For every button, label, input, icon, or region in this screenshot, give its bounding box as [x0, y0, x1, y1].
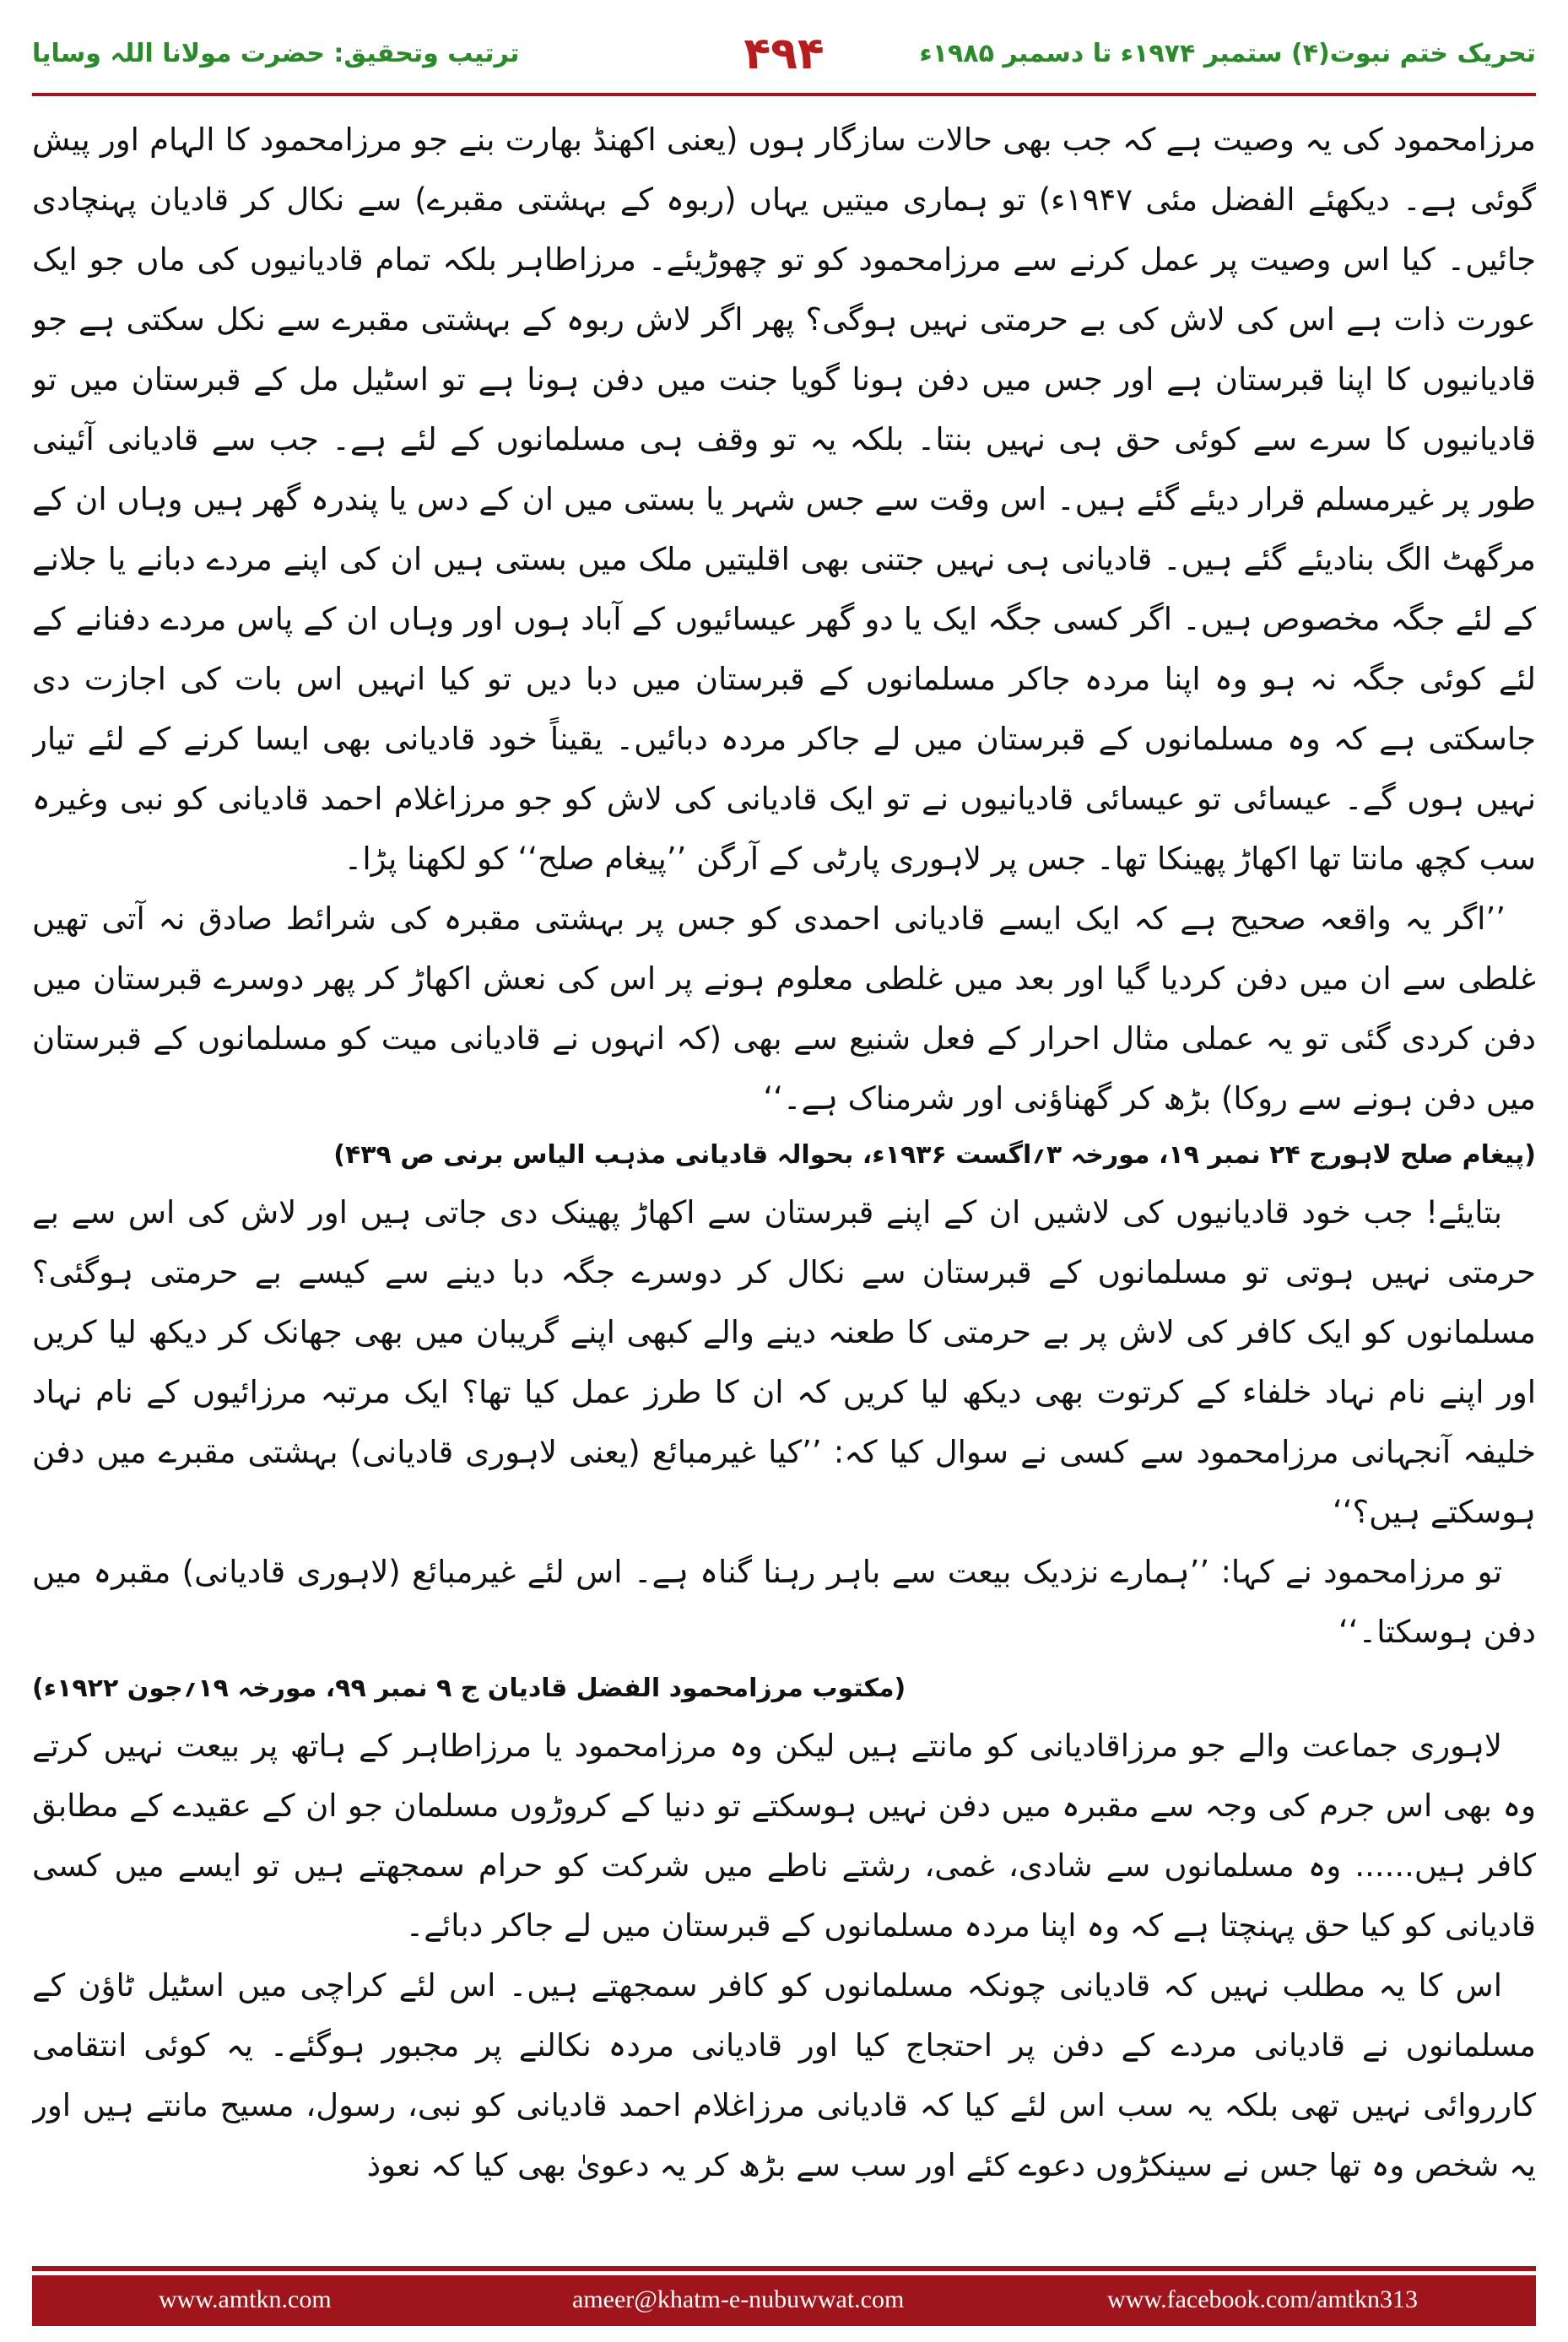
- header-book-title: تحریک ختم نبوت(۴) ستمبر ۱۹۷۴ء تا دسمبر ۱۹۸۵ء: [919, 39, 1536, 68]
- citation-2: (مکتوب مرزامحمود الفضل قادیان ج ۹ نمبر ۹۹، مورخہ ۱۹؍جون ۱۹۲۲ء): [32, 1674, 906, 1703]
- citation-1: (پیغام صلح لاہورج ۲۴ نمبر ۱۹، مورخہ ۳؍اگست ۱۹۳۶ء، بحوالہ قادیانی مذہب الیاس برنی ص ۴۳۹): [333, 1140, 1536, 1170]
- footer-divider: [32, 2266, 1536, 2271]
- page-number: ۴۹۴: [743, 29, 825, 79]
- paragraph-4: لاہوری جماعت والے جو مرزاقادیانی کو مانتے ہیں لیکن وہ مرزامحمود یا مرزاطاہر کے ہاتھ پر بیعت نہیں کرتے وہ بھی اس جرم کی وجہ سے مقبرہ میں دفن نہیں ہوسکتے تو دنیا کے کروڑوں مسلمان جو ان کے عقیدے کے مطابق کافر ہیں...... وہ مسلمانوں سے شادی، غمی، رشتے ناطے میں شرکت کو حرام سمجھتے ہیں تو ایسے میں کسی قادیانی کو کیا حق پہنچتا ہے کہ وہ اپنا مردہ مسلمانوں کے قبرستان میں لے جاکر دبائے۔: [32, 1728, 1536, 1944]
- page-header: [32, 29, 1536, 79]
- footer-email-link[interactable]: ameer@khatm-e-nubuwwat.com: [572, 2285, 905, 2313]
- blockquote: ’’اگر یہ واقعہ صحیح ہے کہ ایک ایسے قادیانی احمدی کو جس پر بہشتی مقبرہ کی شرائط صادق نہ آتی تھیں غلطی سے ان میں دفن کردیا گیا اور بعد میں غلطی معلوم ہونے پر اس کی نعش اکھاڑ کر پھر دوسرے قبرستان میں دفن کردی گئی تو یہ عملی مثال احرار کے فعل شنیع سے بھی (کہ انہوں نے قادیانی میت کو مسلمانوں کے قبرستان میں دفن ہونے سے روکا) بڑھ کر گھناؤنی اور شرمناک ہے۔‘‘: [32, 901, 1536, 1117]
- header-divider: [32, 93, 1536, 96]
- header-author: ترتیب وتحقیق: حضرت مولانا اللہ وسایا: [32, 39, 520, 68]
- paragraph-3: تو مرزامحمود نے کہا: ’’ہمارے نزدیک بیعت سے باہر رہنا گناہ ہے۔ اس لئے غیرمبائع (لاہوری قادیانی) مقبرہ میں دفن ہوسکتا۔‘‘: [32, 1554, 1536, 1650]
- paragraph-5: اس کا یہ مطلب نہیں کہ قادیانی چونکہ مسلمانوں کو کافر سمجھتے ہیں۔ اس لئے کراچی میں اسٹیل ٹاؤن کے مسلمانوں نے قادیانی مردے کے دفن پر احتجاج کیا اور قادیانی مردہ نکالنے پر مجبور ہوگئے۔ یہ کوئی انتقامی کارروائی نہیں تھی بلکہ یہ سب اس لئے کیا کہ قادیانی مرزاغلام احمد قادیانی کو نبی، رسول، مسیح مانتے ہیں اور یہ شخص وہ تھا جس نے سینکڑوں دعوے کئے اور سب سے بڑھ کر یہ دعویٰ بھی کیا کہ نعوذ: [32, 1967, 1536, 2183]
- paragraph-2: بتایئے! جب خود قادیانیوں کی لاشیں ان کے اپنے قبرستان سے اکھاڑ پھینک دی جاتی ہیں اور لاش کی اس سے بے حرمتی نہیں ہوتی تو مسلمانوں کے قبرستان سے نکال کر دوسرے جگہ دبا دینے سے کیسے بے حرمتی ہوگئی؟ مسلمانوں کو ایک کافر کی لاش پر بے حرمتی کا طعنہ دینے والے کبھی اپنے گریبان میں بھی جھانک کر دیکھ لیا کریں اور اپنے نام نہاد خلفاء کے کرتوت بھی دیکھ لیا کریں کہ ان کا طرز عمل کیا تھا؟ ایک مرتبہ مرزائیوں کے نام نہاد خلیفہ آنجہانی مرزامحمود سے کسی نے سوال کیا کہ: ’’کیا غیرمبائع (یعنی لاہوری قادیانی) بہشتی مقبرے میں دفن ہوسکتے ہیں؟‘‘: [32, 1194, 1536, 1530]
- page-footer: [32, 2275, 1536, 2326]
- paragraph-1: مرزامحمود کی یہ وصیت ہے کہ جب بھی حالات سازگار ہوں (یعنی اکھنڈ بھارت بنے جو مرزامحمود کا الہام اور پیش گوئی ہے۔ دیکھئے الفضل مئی ۱۹۴۷ء) تو ہماری میتیں یہاں (ربوہ کے بہشتی مقبرے) سے نکال کر قادیان پہنچادی جائیں۔ کیا اس وصیت پر عمل کرنے سے مرزامحمود کو تو چھوڑیئے۔ مرزاطاہر بلکہ تمام قادیانیوں کی ماں جو ایک عورت ذات ہے اس کی لاش کی بے حرمتی نہیں ہوگی؟ پھر اگر لاش ربوہ کے بہشتی مقبرے سے نکل سکتی ہے جو قادیانیوں کا اپنا قبرستان ہے اور جس میں دفن ہونا گویا جنت میں دفن ہونا ہے تو اسٹیل مل کے قبرستان میں تو قادیانیوں کا سرے سے کوئی حق ہی نہیں بنتا۔ بلکہ یہ تو وقف ہی مسلمانوں کے لئے ہے۔ جب سے قادیانی آئینی طور پر غیرمسلم قرار دیئے گئے ہیں۔ اس وقت سے جس شہر یا بستی میں ان کے دس یا پندرہ گھر ہیں وہاں ان کے مرگھٹ الگ بنادیئے گئے ہیں۔ قادیانی ہی نہیں جتنی بھی اقلیتیں ملک میں بستی ہیں ان کی اپنے مردے دبانے یا جلانے کے لئے جگہ مخصوص ہیں۔ اگر کسی جگہ ایک یا دو گھر عیسائیوں کے آباد ہوں اور وہاں ان کے پاس مردے دفنانے کے لئے کوئی جگہ نہ ہو وہ اپنا مردہ جاکر مسلمانوں کے قبرستان میں دبا دیں تو کیا انہیں اس بات کی اجازت دی جاسکتی ہے کہ وہ مسلمانوں کے قبرستان میں لے جاکر مردہ دبائیں۔ یقیناً خود قادیانی بھی ایسا کرنے کے لئے تیار نہیں ہوں گے۔ عیسائی تو عیسائی قادیانیوں نے تو ایک قادیانی کی لاش کو جو مرزاغلام احمد قادیانی کو نبی وغیرہ سب کچھ مانتا تھا اکھاڑ پھینکا تھا۔ جس پر لاہوری پارٹی کے آرگن ’’پیغام صلح‘‘ کو لکھنا پڑا۔: [32, 122, 1536, 877]
- footer-facebook-link[interactable]: www.facebook.com/amtkn313: [1107, 2285, 1418, 2313]
- page-body: [32, 110, 1536, 2253]
- footer-website-link[interactable]: www.amtkn.com: [159, 2285, 332, 2313]
